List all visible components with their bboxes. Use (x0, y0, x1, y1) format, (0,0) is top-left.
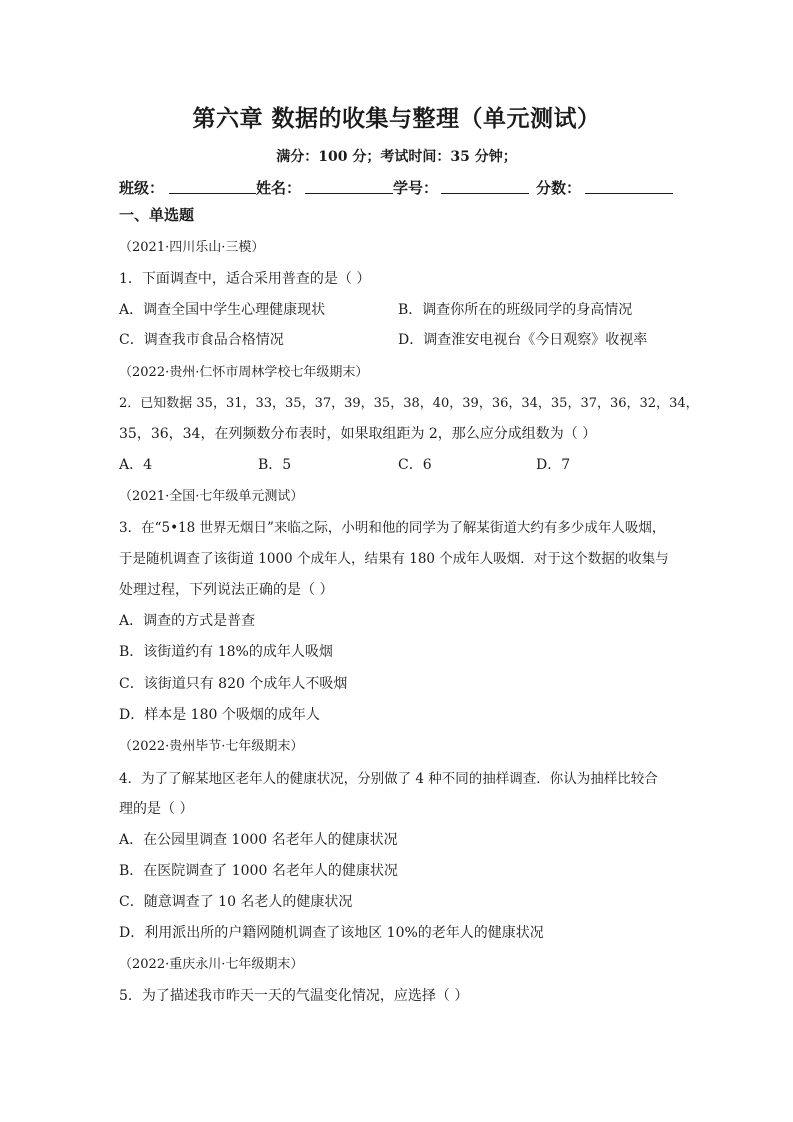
exam-meta: 满分：100 分；考试时间：35 分钟； (276, 149, 517, 165)
question-stem: 35，36，34，在列频数分布表时，如果取组距为 2，那么应分成组数为（ ） (119, 426, 597, 442)
question-stem: 理的是（ ） (119, 801, 194, 817)
question-source: （2021·全国·七年级单元测试） (119, 489, 304, 504)
question-source: （2022·贵州·仁怀市周林学校七年级期末） (119, 365, 369, 380)
option-a: A．4 (119, 457, 153, 473)
score-blank (585, 193, 673, 194)
section-heading: 一、单选题 (119, 206, 195, 224)
option-c: C．调查我市食品合格情况 (119, 332, 284, 348)
page-title: 第六章 数据的收集与整理（单元测试） (192, 105, 601, 132)
option-d: D．利用派出所的户籍网随机调查了该地区 10%的老年人的健康状况 (119, 925, 544, 941)
option-c: C．该街道只有 820 个成年人不吸烟 (119, 676, 348, 692)
option-c: C．6 (398, 457, 432, 473)
class-blank (169, 193, 256, 194)
question-stem: 处理过程，下列说法正确的是（ ） (119, 582, 334, 598)
option-d: D．样本是 180 个吸烟的成年人 (119, 707, 320, 723)
question-stem: 5．为了描述我市昨天一天的气温变化情况，应选择（ ） (119, 988, 469, 1004)
question-source: （2022·贵州毕节·七年级期末） (119, 739, 304, 754)
id-blank (441, 193, 529, 194)
question-source: （2021·四川乐山·三模） (119, 240, 265, 255)
question-source: （2022·重庆永川·七年级期末） (119, 957, 304, 972)
name-blank (305, 193, 393, 194)
option-a: A．在公园里调查 1000 名老年人的健康状况 (119, 832, 398, 848)
class-label: 班级： (119, 179, 165, 197)
option-d: D．调查淮安电视台《今日观察》收视率 (398, 332, 648, 348)
question-stem: 4．为了了解某地区老年人的健康状况，分别做了 4 种不同的抽样调查．你认为抽样比较合 (119, 771, 658, 787)
option-a: A．调查全国中学生心理健康现状 (119, 302, 326, 318)
option-d: D．7 (536, 457, 571, 473)
name-label: 姓名： (256, 179, 302, 197)
option-b: B．在医院调查了 1000 名老年人的健康状况 (119, 863, 398, 879)
option-b: B．调查你所在的班级同学的身高情况 (398, 302, 633, 318)
id-label: 学号： (393, 179, 439, 197)
student-info-row (119, 177, 679, 197)
option-c: C．随意调查了 10 名老人的健康状况 (119, 894, 353, 910)
option-b: B．5 (258, 457, 292, 473)
option-b: B．该街道约有 18%的成年人吸烟 (119, 644, 333, 660)
option-a: A．调查的方式是普查 (119, 613, 256, 629)
question-stem: 1．下面调查中，适合采用普查的是（ ） (119, 271, 371, 287)
question-stem: 3．在“5•18 世界无烟日”来临之际，小明和他的同学为了解某街道大约有多少成年人吸烟， (119, 520, 666, 536)
score-label: 分数： (536, 179, 582, 197)
question-stem: 于是随机调查了该街道 1000 个成年人，结果有 180 个成年人吸烟．对于这个数据的收集与 (119, 551, 669, 567)
question-stem: 2．已知数据 35，31，33，35，37，39，35，38，40，39，36，34，35，37，36，32，34， (119, 396, 699, 411)
